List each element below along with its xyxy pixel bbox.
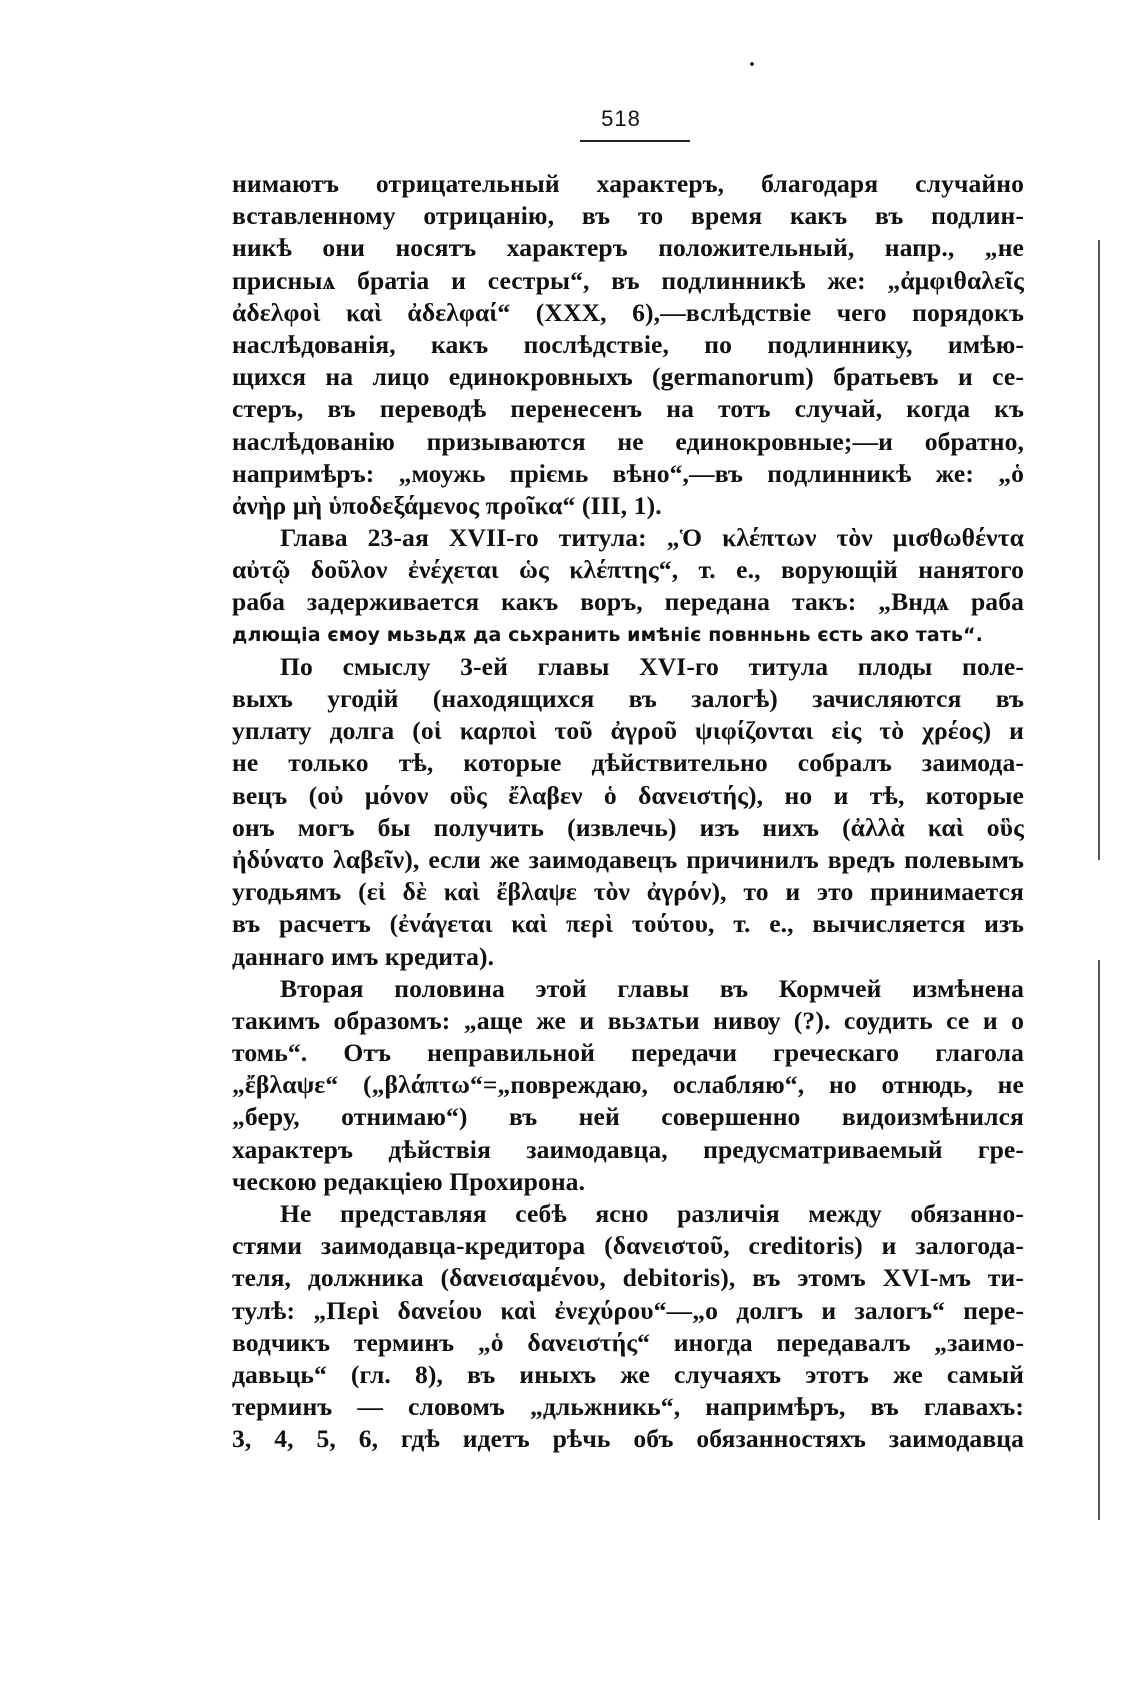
text-line: терминъ — словомъ „дльжникь“, напримѣръ, въ главахъ:	[232, 1392, 1024, 1422]
text-line: „ἔβλαψε“ („βλάπτω“=„повреждаю, ослабляю“, но отнюдь, не	[232, 1070, 1024, 1100]
text-line: раба задерживается какъ воръ, передана такъ: „Вндѧ раба	[232, 587, 1024, 617]
text-line: Глава 23-ая XVII-го титула: „Ὁ κλέπτων τὸν μισθωθέντα	[280, 523, 1024, 553]
text-line: нимаютъ отрицательный характеръ, благодаря случайно	[232, 169, 1024, 198]
text-line: въ расчетъ (ἐνάγεται καὶ περὶ τούτου, т. е., вычисляется изъ	[232, 909, 1024, 939]
text-line: такимъ образомъ: „аще же и вьзѧтьи нивѹ (?). соудить се и о	[232, 1005, 1024, 1035]
text-line: вставленному отрицанію, въ то время какъ въ подлин-	[232, 201, 1024, 231]
text-line: По смыслу 3-ей главы XVI-го титула плоды поле-	[280, 651, 1024, 681]
text-line: щихся на лицо единокровныхъ (germanorum) братьевъ и се-	[232, 362, 1024, 392]
text-line: уплату долга (οἱ καρποὶ τοῦ ἀγροῦ ψιφίζονται εἰς τὸ χρέος) и	[232, 716, 1024, 746]
text-line: не только тѣ, которые дѣйствительно собралъ заимода-	[232, 748, 1024, 778]
text-line: стями заимодавца-кредитора (δανειστοῦ, creditoris) и залогода-	[232, 1231, 1024, 1261]
page-speck	[750, 62, 754, 66]
text-line: тулѣ: „Περὶ δανείου καὶ ἐνεχύρου“—„о долгъ и залогъ“ пере-	[232, 1295, 1024, 1325]
text-line: присныѧ братіа и сестры“, въ подлинникѣ же: „ἀμφιθαλεῖς	[232, 265, 1024, 295]
text-line: длющіа ємоу мьзьдѫ да сьхранить имѣніє повнньнь єсть ако тать“.	[232, 623, 983, 646]
text-line: вецъ (οὐ μόνον οὓς ἔλαβεν ὁ δανειστής), но и тѣ, которые	[232, 780, 1024, 810]
text-line: Вторая половина этой главы въ Кормчей измѣнена	[280, 973, 1024, 1003]
text-line: стеръ, въ переводѣ перенесенъ на тотъ случай, когда къ	[232, 394, 1024, 424]
body-text	[232, 168, 1024, 1456]
page-number-rule	[580, 140, 690, 142]
text-line: наслѣдованія, какъ послѣдствіе, по подлиннику, имѣю-	[232, 329, 1024, 359]
scan-edge-line	[1098, 960, 1100, 1520]
text-line: наслѣдованію призываются не единокровные;—и обратно,	[232, 426, 1024, 456]
text-line: характеръ дѣйствія заимодавца, предусматриваемый гре-	[232, 1134, 1024, 1164]
text-line: даннаго имъ кредита).	[232, 941, 495, 971]
text-line: угодьямъ (εἰ δὲ καὶ ἔβλαψε τὸν ἀγρόν), то и это принимается	[232, 877, 1024, 907]
text-line: онъ могъ бы получить (извлечь) изъ нихъ (ἀλλὰ καὶ οὓς	[232, 812, 1024, 842]
text-line: Не представляя себѣ ясно различія между обязанно-	[280, 1199, 1024, 1228]
text-line: давьць“ (гл. 8), въ иныхъ же случаяхъ этотъ же самый	[232, 1359, 1024, 1389]
scan-edge-line	[1098, 240, 1100, 860]
text-line: томь“. Отъ неправильной передачи греческаго глагола	[232, 1038, 1024, 1068]
text-line: водчикъ терминъ „ὁ δανειστής“ иногда передавалъ „заимо-	[232, 1327, 1024, 1357]
text-line: ческою редакціею Прохирона.	[232, 1166, 586, 1196]
text-line: напримѣръ: „моужь пріємь вѣно“,—въ подлинникѣ же: „ὁ	[232, 458, 1024, 488]
text-line: ἀδελφοὶ καὶ ἀδελφαί“ (ХХХ, 6),—вслѣдствіе чего порядокъ	[232, 297, 1024, 327]
text-line: 3, 4, 5, 6, гдѣ идетъ рѣчь объ обязанностяхъ заимодавца	[232, 1424, 1024, 1454]
page-number: 518	[601, 106, 641, 131]
text-line: αὐτῷ δοῦλον ἐνέχεται ὡς κλέπτης“, т. е., ворующій нанятого	[232, 555, 1024, 585]
text-line: „беру, отнимаю“) въ ней совершенно видоизмѣнился	[232, 1102, 1024, 1132]
text-line: теля, должника (δανεισαμένου, debitoris), въ этомъ XVI-мъ ти-	[232, 1263, 1024, 1293]
text-line: выхъ угодій (находящихся въ залогѣ) зачисляются въ	[232, 684, 1024, 713]
text-line: ἀνὴρ μὴ ὑποδεξάμενος προῖκα“ (III, 1).	[232, 490, 662, 520]
text-line: ἠδύνατο λαβεῖν), если же заимодавецъ причинилъ вредъ полевымъ	[232, 844, 1024, 874]
text-line: никѣ они носятъ характеръ положительный, напр., „не	[232, 233, 1024, 263]
